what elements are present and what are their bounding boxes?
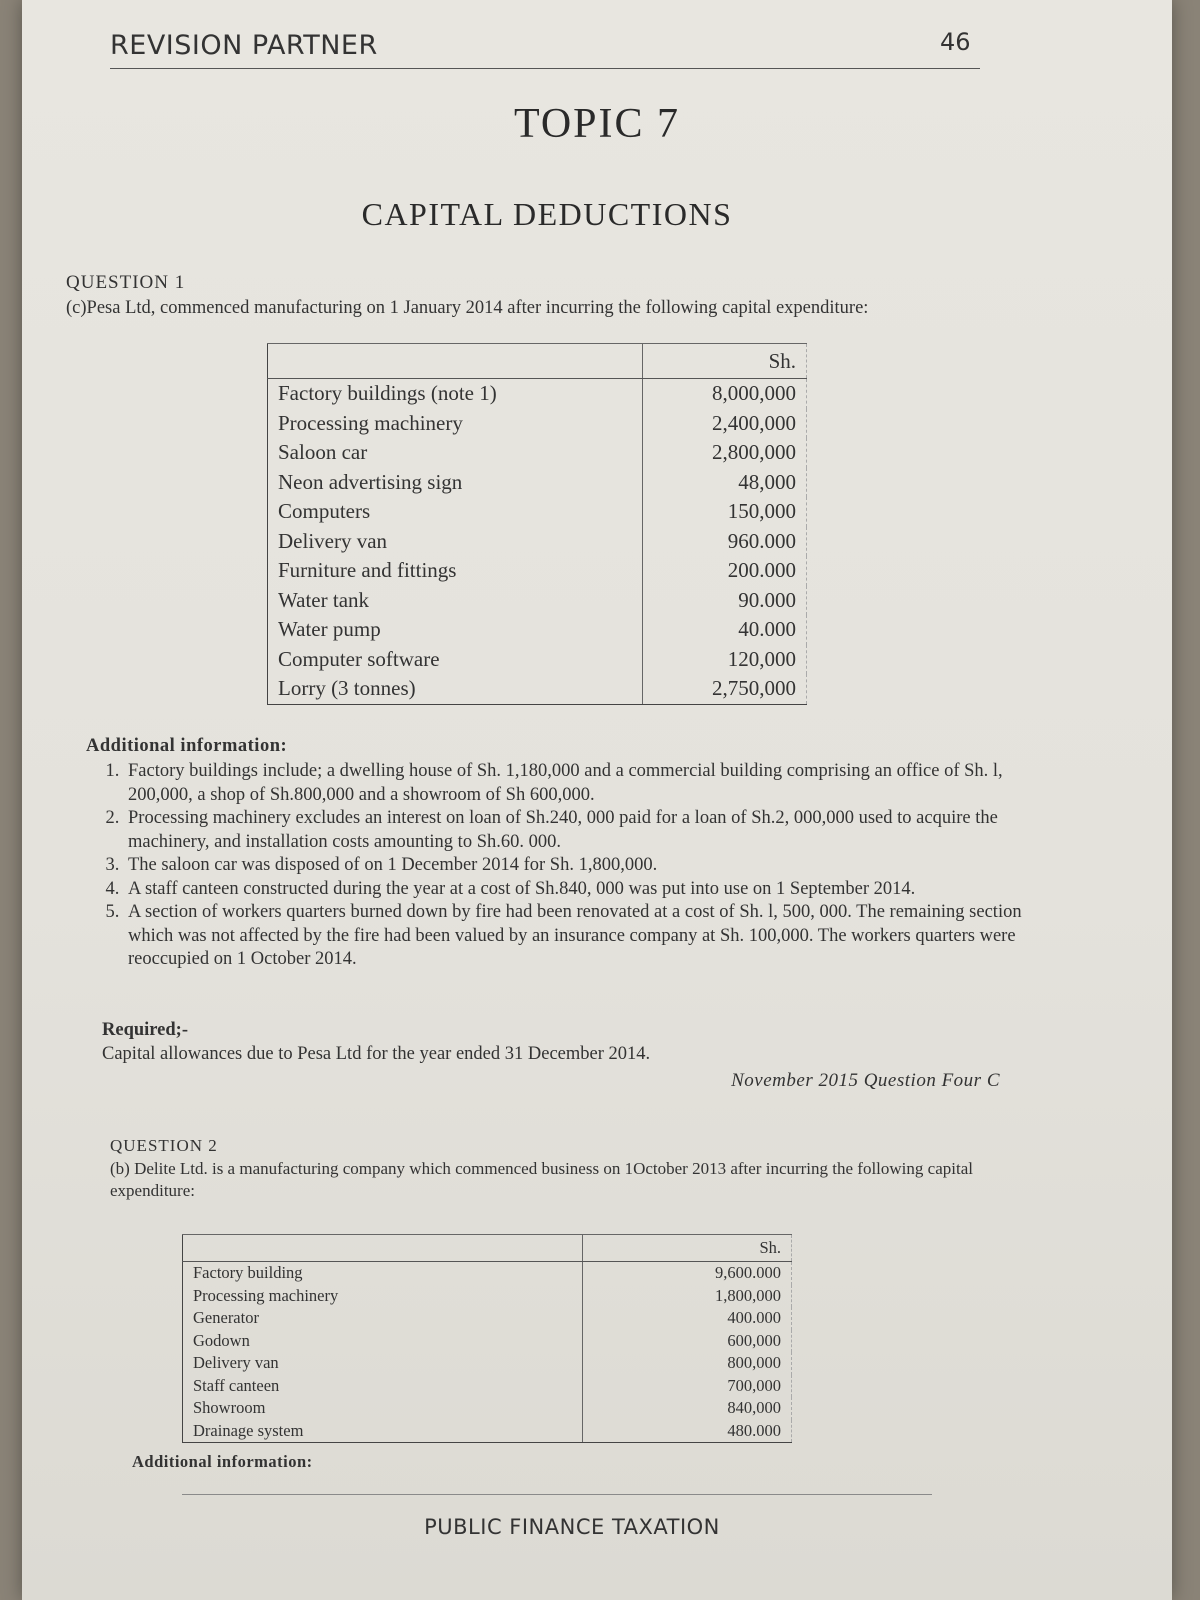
item-cell: Delivery van [183,1352,583,1375]
table-header-row [268,344,807,379]
required-text: Capital allowances due to Pesa Ltd for the year ended 31 December 2014. [102,1044,651,1064]
topic-title: TOPIC 7 [513,101,681,147]
list-item: 4. A staff canteen constructed during the year at a cost of Sh.840, 000 was put into use on 1 September 2014. [124,878,1044,902]
table-row [268,615,807,645]
table-row [268,379,807,409]
document-page [22,0,1172,1600]
table-row [183,1420,792,1443]
question-1-additional-heading: Additional information: [86,736,288,756]
table-row [183,1307,792,1330]
item-column-header [268,344,643,379]
table-row [183,1330,792,1353]
table-row [183,1397,792,1420]
question-2-expenditure-table [182,1234,792,1443]
item-cell: Showroom [183,1397,583,1420]
amount-cell: 2,750,000 [642,674,806,704]
table-row [268,527,807,557]
item-cell: Processing machinery [268,409,643,439]
footer-divider [182,1494,932,1495]
table-row [268,409,807,439]
amount-cell: 960.000 [642,527,806,557]
item-cell: Furniture and fittings [268,556,643,586]
amount-cell: 2,800,000 [642,438,806,468]
item-cell: Factory buildings (note 1) [268,379,643,409]
amount-cell: 90.000 [642,586,806,616]
currency-column-header: Sh. [642,344,806,379]
amount-cell: 480.000 [582,1420,791,1443]
item-cell: Factory building [183,1262,583,1285]
amount-cell: 700,000 [582,1375,791,1398]
table-row [268,645,807,675]
item-column-header [183,1235,583,1262]
item-cell: Water tank [268,586,643,616]
currency-column-header: Sh. [582,1235,791,1262]
amount-cell: 1,800,000 [582,1285,791,1308]
table-row [268,556,807,586]
table-row [183,1285,792,1308]
table-row [183,1262,792,1285]
item-cell: Staff canteen [183,1375,583,1398]
table-row [183,1375,792,1398]
table-row [268,586,807,616]
item-cell: Computers [268,497,643,527]
amount-cell: 200.000 [642,556,806,586]
item-cell: Delivery van [268,527,643,557]
amount-cell: 48,000 [642,468,806,498]
item-cell: Saloon car [268,438,643,468]
question-1-expenditure-table [267,343,807,705]
list-item: 5. A section of workers quarters burned down by fire had been renovated at a cost of Sh. l, 500, 000. The remaining section which was not affected by the fire had been valued by an insurance company at Sh. 100,000. The workers quarters were reoccupied on 1 October 2014. [124,901,1044,972]
amount-cell: 150,000 [642,497,806,527]
page-number: 46 [940,28,971,56]
item-cell: Drainage system [183,1420,583,1443]
item-cell: Generator [183,1307,583,1330]
question-2-heading: QUESTION 2 [110,1136,218,1155]
amount-cell: 8,000,000 [642,379,806,409]
item-cell: Godown [183,1330,583,1353]
amount-cell: 9,600.000 [582,1262,791,1285]
chapter-subtitle: CAPITAL DEDUCTIONS [361,196,733,232]
item-cell: Computer software [268,645,643,675]
list-item: 1. Factory buildings include; a dwelling house of Sh. 1,180,000 and a commercial building comprising an office of Sh. l, 200,000, a shop of Sh.800,000 and a showroom of Sh 600,000. [124,760,1044,807]
item-cell: Neon advertising sign [268,468,643,498]
table-row [268,468,807,498]
list-item: 2. Processing machinery excludes an interest on loan of Sh.240, 000 paid for a loan of Sh.2, 000,000 used to acquire the machinery, and installation costs amounting to Sh.60. 000. [124,807,1044,854]
table-row [268,497,807,527]
running-footer: PUBLIC FINANCE TAXATION [424,1515,720,1539]
running-header: REVISION PARTNER [110,30,378,61]
amount-cell: 800,000 [582,1352,791,1375]
question-1-notes-list [86,760,1044,972]
item-cell: Processing machinery [183,1285,583,1308]
amount-cell: 600,000 [582,1330,791,1353]
question-1-intro: (c)Pesa Ltd, commenced manufacturing on 1 January 2014 after incurring the following capital expenditure: [66,298,869,318]
question-2-intro: (b) Delite Ltd. is a manufacturing company which commenced business on 1October 2013 after incurring the following capital expenditure: [110,1159,973,1200]
table-row [268,438,807,468]
table-header-row [183,1235,792,1262]
amount-cell: 120,000 [642,645,806,675]
amount-cell: 840,000 [582,1397,791,1420]
question-1-heading: QUESTION 1 [66,272,186,293]
amount-cell: 40.000 [642,615,806,645]
header-divider [110,68,980,69]
amount-cell: 2,400,000 [642,409,806,439]
question-2-additional-heading: Additional information: [132,1452,313,1471]
amount-cell: 400.000 [582,1307,791,1330]
table-row [183,1352,792,1375]
table-row [268,674,807,704]
item-cell: Lorry (3 tonnes) [268,674,643,704]
list-item: 3. The saloon car was disposed of on 1 December 2014 for Sh. 1,800,000. [124,854,1044,878]
required-label: Required;- [102,1020,188,1040]
item-cell: Water pump [268,615,643,645]
question-source: November 2015 Question Four C [731,1070,1000,1091]
